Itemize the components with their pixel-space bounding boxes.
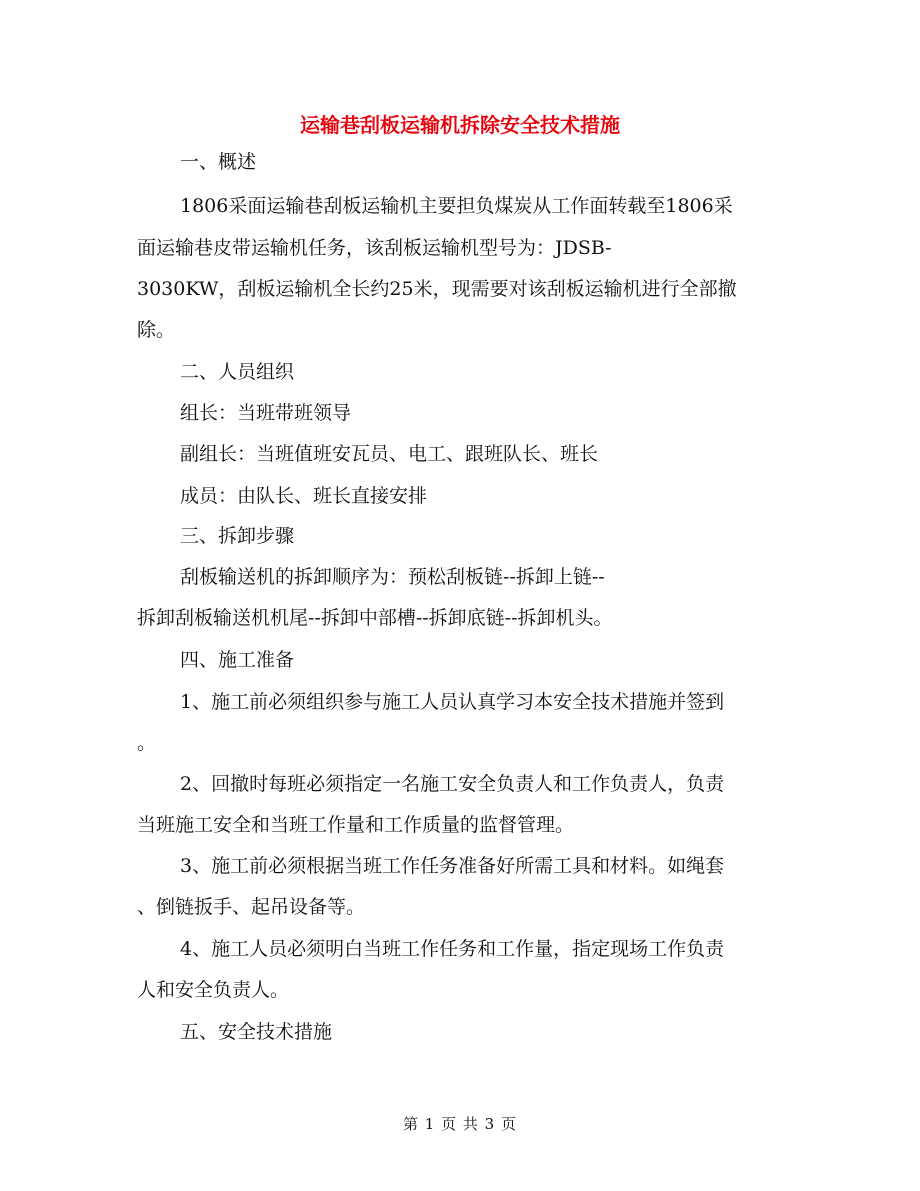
paragraph-line: 4、施工人员必须明白当班工作任务和工作量，指定现场工作负责 [180,938,725,960]
page-footer: 第 1 页 共 3 页 [403,1115,517,1133]
paragraph-line: 3030KW，刮板运输机全长约25米，现需要对该刮板运输机进行全部撤 [137,278,737,300]
paragraph-line: 组长：当班带班领导 [180,402,352,424]
paragraph-line: 人和安全负责人。 [137,979,290,1001]
section-heading-preparation: 四、施工准备 [180,649,295,671]
section-heading-steps: 三、拆卸步骤 [180,525,295,547]
paragraph-line: 副组长：当班值班安瓦员、电工、跟班队长、班长 [180,443,599,465]
paragraph-line: 成员：由队长、班长直接安排 [180,485,428,507]
paragraph-line: 2、回撤时每班必须指定一名施工安全负责人和工作负责人，负责 [180,773,725,795]
paragraph-line: 面运输巷皮带运输机任务，该刮板运输机型号为：JDSB- [137,237,612,259]
paragraph-line: 3、施工前必须根据当班工作任务准备好所需工具和材料。如绳套 [180,855,725,877]
paragraph-line: 1806采面运输巷刮板运输机主要担负煤炭从工作面转载至1806采 [180,195,733,217]
paragraph-line: 拆卸刮板输送机机尾--拆卸中部槽--拆卸底链--拆卸机头。 [137,607,613,629]
paragraph-line: 当班施工安全和当班工作量和工作质量的监督管理。 [137,814,575,836]
paragraph-line: 、倒链扳手、起吊设备等。 [137,896,366,918]
paragraph-line: 。 [137,732,157,754]
paragraph-line: 刮板输送机的拆卸顺序为：预松刮板链--拆卸上链-- [180,566,605,588]
section-heading-safety: 五、安全技术措施 [180,1021,333,1043]
paragraph-line: 除。 [137,319,176,341]
section-heading-overview: 一、概述 [180,151,257,173]
section-heading-personnel: 二、人员组织 [180,361,295,383]
document-title: 运输巷刮板运输机拆除安全技术措施 [300,113,620,137]
paragraph-line: 1、施工前必须组织参与施工人员认真学习本安全技术措施并签到 [180,691,725,713]
